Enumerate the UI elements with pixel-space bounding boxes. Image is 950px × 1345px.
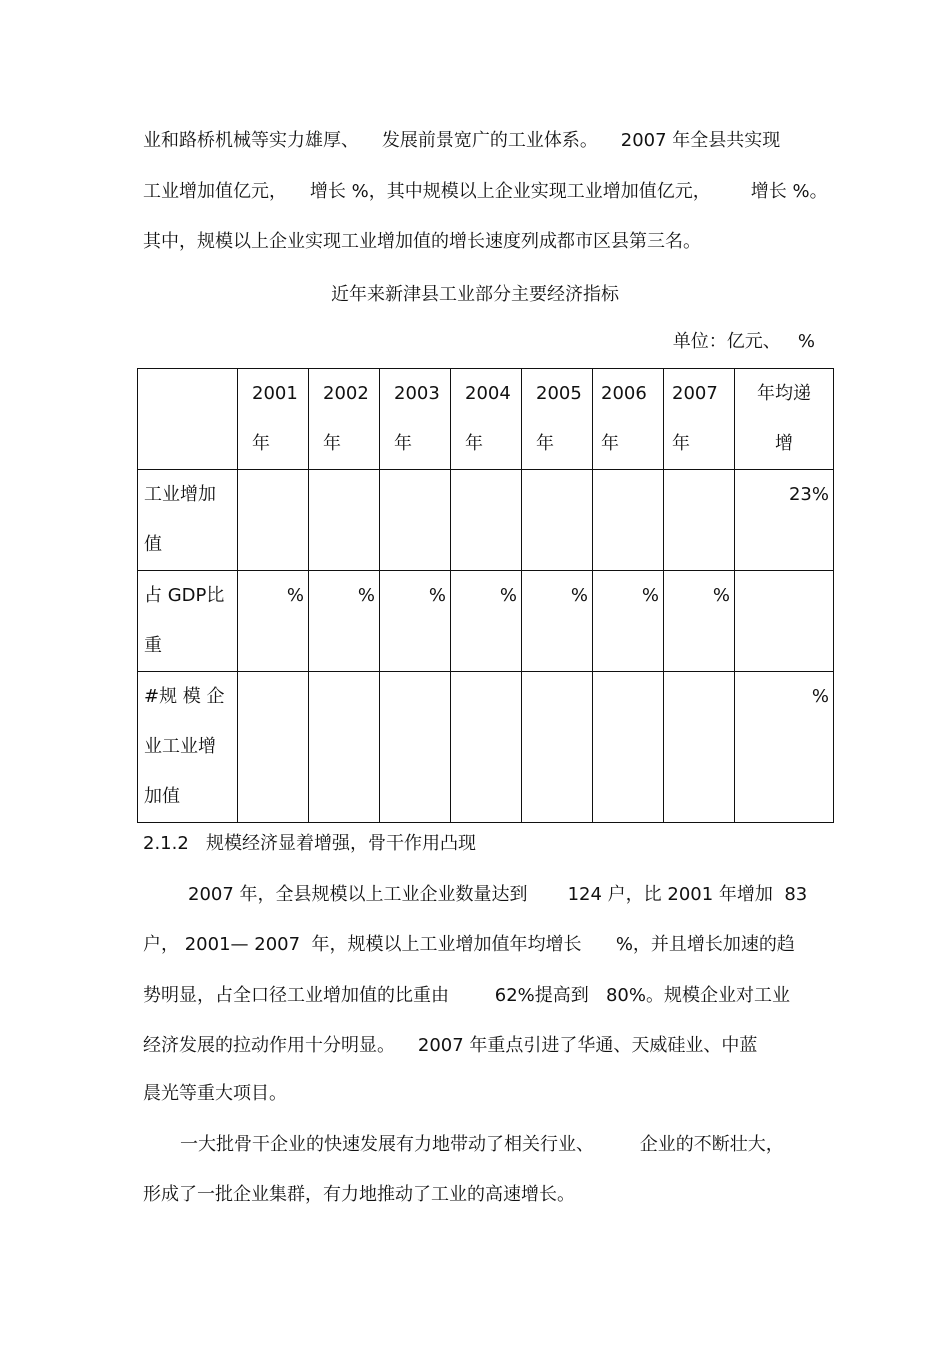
paragraph-2-line-5: 晨光等重大项目。 (143, 1083, 287, 1104)
row-label-cell: 占 GDP比 重 (138, 571, 238, 672)
table-cell: % (664, 571, 735, 672)
paragraph-3-line-1: 一大批骨干企业的快速发展有力地带动了相关行业、 企业的不断壮大， (180, 1134, 784, 1155)
table-cell (309, 470, 380, 571)
row-label-cell: #规 模 企 业工业增 加值 (138, 672, 238, 823)
row-label-cell: 工业增加 值 (138, 470, 238, 571)
avg-growth-cell (735, 571, 834, 672)
table-row-industrial-value-added (138, 470, 834, 571)
avg-growth-cell: 23% (735, 470, 834, 571)
year-header-cell: 2002 年 (309, 369, 380, 470)
table-cell (238, 470, 309, 571)
table-cell (380, 470, 451, 571)
table-cell: % (238, 571, 309, 672)
table-cell: % (593, 571, 664, 672)
table-cell: % (309, 571, 380, 672)
table-cell: % (522, 571, 593, 672)
table-cell: % (451, 571, 522, 672)
table-cell (593, 672, 664, 823)
table-cell (593, 470, 664, 571)
indicator-table (137, 368, 834, 823)
year-header-cell: 2004 年 (451, 369, 522, 470)
paragraph-1-line-3: 其中，规模以上企业实现工业增加值的增长速度列成都市区县第三名。 (143, 231, 701, 252)
year-header-cell: 2006 年 (593, 369, 664, 470)
year-header-cell: 2005 年 (522, 369, 593, 470)
paragraph-2-line-3: 势明显，占全口径工业增加值的比重由 62%提高到 80%。规模企业对工业 (143, 985, 790, 1006)
table-cell (380, 672, 451, 823)
table-corner-cell (138, 369, 238, 470)
paragraph-1-line-1: 业和路桥机械等实力雄厚、 发展前景宽广的工业体系。 2007 年全县共实现 (143, 130, 781, 151)
table-cell (522, 672, 593, 823)
paragraph-3-line-2: 形成了一批企业集群，有力地推动了工业的高速增长。 (143, 1184, 575, 1205)
table-row-gdp-share (138, 571, 834, 672)
table-cell: % (380, 571, 451, 672)
table-row-scale-enterprise-value-added (138, 672, 834, 823)
avg-growth-header-cell: 年均递 增 (735, 369, 834, 470)
paragraph-2-line-4: 经济发展的拉动作用十分明显。 2007 年重点引进了华通、天威硅业、中蓝 (143, 1035, 758, 1056)
table-cell (451, 470, 522, 571)
year-header-cell: 2007 年 (664, 369, 735, 470)
table-cell (522, 470, 593, 571)
table-cell (309, 672, 380, 823)
table-cell (238, 672, 309, 823)
table-cell (451, 672, 522, 823)
avg-growth-cell: % (735, 672, 834, 823)
table-header-row (138, 369, 834, 470)
paragraph-2-line-1: 2007 年，全县规模以上工业企业数量达到 124 户，比 2001 年增加 83 (188, 884, 808, 905)
table-cell (664, 470, 735, 571)
year-header-cell: 2003 年 (380, 369, 451, 470)
section-heading: 2.1.2 规模经济显着增强，骨干作用凸现 (143, 833, 476, 854)
table-caption: 近年来新津县工业部分主要经济指标 (331, 284, 619, 305)
table-cell (664, 672, 735, 823)
paragraph-2-line-2: 户， 2001— 2007 年，规模以上工业增加值年均增长 %，并且增长加速的趋 (143, 934, 795, 955)
unit-label: 单位：亿元、 % (672, 331, 815, 352)
paragraph-1-line-2: 工业增加值亿元， 增长 %，其中规模以上企业实现工业增加值亿元， 增长 %。 (143, 181, 828, 202)
year-header-cell: 2001 年 (238, 369, 309, 470)
